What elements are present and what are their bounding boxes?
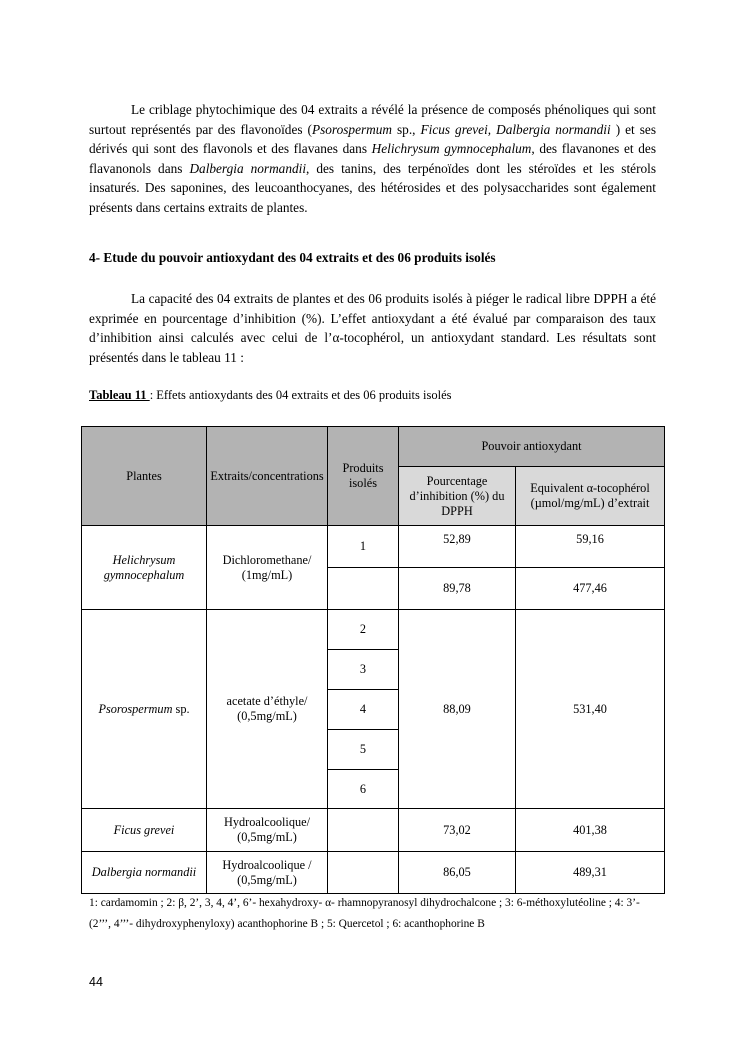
header-plantes: Plantes [82, 427, 207, 526]
cell-produit: 3 [328, 650, 399, 690]
cell-equivalent: 531,40 [516, 610, 665, 809]
cell-extrait: Hydroalcoolique / (0,5mg/mL) [207, 852, 328, 894]
cell-equivalent: 401,38 [516, 809, 665, 852]
table-caption [89, 388, 452, 403]
cell-extrait: Dichloromethane/ (1mg/mL) [207, 526, 328, 610]
cell-plante: Helichrysum gymnocephalum [82, 526, 207, 610]
cell-pourcentage: 89,78 [399, 568, 516, 610]
species-suffix: sp. [172, 701, 190, 716]
species-name: Psorospermum [311, 121, 392, 137]
paragraph-dpph-method [89, 289, 656, 367]
paragraph-text: , des flavanones et des flavanonols dans [89, 141, 656, 176]
cell-plante: Dalbergia normandii [82, 852, 207, 894]
cell-plante: Ficus grevei [82, 809, 207, 852]
paragraph-phytochemical-screening [89, 100, 656, 217]
header-produits: Produits isolés [328, 427, 399, 526]
header-extraits: Extraits/concentrations [207, 427, 328, 526]
table-caption-label: Tableau 11 [89, 388, 150, 402]
antioxidant-table [81, 426, 665, 894]
cell-produit: 5 [328, 730, 399, 770]
table-footnote: 1: cardamomin ; 2: β, 2’, 3, 4, 4’, 6’- hexahydroxy- α- rhamnopyranosyl dihydrochalcone ; 3: 6-méthoxylutéoline ; 4: 3’- (2’’’, 4’’’- dihydroxyphenyloxy) acanthophorine B ; 5: Quercetol ; 6: acanthophorine B [89, 897, 640, 930]
cell-pourcentage: 86,05 [399, 852, 516, 894]
section-heading: 4- Etude du pouvoir antioxydant des 04 extraits et des 06 produits isolés [89, 250, 496, 265]
species-name: Helichrysum gymnocephalum [371, 141, 532, 156]
cell-extrait: Hydroalcoolique/ (0,5mg/mL) [207, 809, 328, 852]
cell-produit-empty [328, 568, 399, 610]
cell-produit: 6 [328, 770, 399, 809]
paragraph-text: ) et ses dérivés qui sont des flavonols et des flavanes dans [89, 121, 657, 156]
paragraph-text: sp., [392, 121, 421, 137]
species-name: Dalbergia normandii [189, 160, 307, 176]
table-caption-text: : Effets antioxydants des 04 extraits et des 06 produits isolés [149, 388, 452, 402]
paragraph-text: Le criblage phytochimique des 04 extraits a révélé la présence de composés phénoliques qui sont surtout représentés par des flavonoïdes ( [89, 102, 656, 137]
cell-extrait: acetate d’éthyle/ (0,5mg/mL) [207, 610, 328, 809]
header-pouvoir-antioxydant: Pouvoir antioxydant [399, 427, 665, 467]
cell-produit-empty [328, 809, 399, 852]
header-equivalent: Equivalent α-tocophérol (µmol/mg/mL) d’extrait [516, 467, 665, 526]
table-row [82, 526, 665, 568]
cell-produit: 4 [328, 690, 399, 730]
species-name: Ficus grevei, Dalbergia normandii [420, 121, 611, 137]
paragraph-text: La capacité des 04 extraits de plantes et des 06 produits isolés à piéger le radical libre DPPH a été exprimée en pourcentage d’inhibition (%). L’effet antioxydant a été évalué par comparaison des taux d’inhibition ainsi calculés avec celui de l’α-tocophérol, un antioxydant standard. Les résultats sont présentés dans le tableau 11 : [89, 291, 656, 365]
page-number: 44 [89, 975, 103, 989]
header-pourcentage: Pourcentage d’inhibition (%) du DPPH [399, 467, 516, 526]
cell-produit-empty [328, 852, 399, 894]
table-row [82, 610, 665, 650]
cell-equivalent: 489,31 [516, 852, 665, 894]
paragraph-text: , des tanins, des terpénoïdes dont les stéroïdes et les stérols insaturés. Des saponines, des leucoanthocyanes, des hétérosides et des polysaccharides sont également présents dans certains extraits de plantes. [89, 160, 657, 215]
cell-equivalent: 59,16 [516, 526, 665, 568]
cell-pourcentage: 88,09 [399, 610, 516, 809]
species-name: Psorospermum [98, 701, 173, 716]
cell-produit: 1 [328, 526, 399, 568]
cell-plante [82, 610, 207, 809]
table-row [82, 809, 665, 852]
cell-pourcentage: 73,02 [399, 809, 516, 852]
table-row [82, 852, 665, 894]
cell-pourcentage: 52,89 [399, 526, 516, 568]
cell-equivalent: 477,46 [516, 568, 665, 610]
cell-produit: 2 [328, 610, 399, 650]
